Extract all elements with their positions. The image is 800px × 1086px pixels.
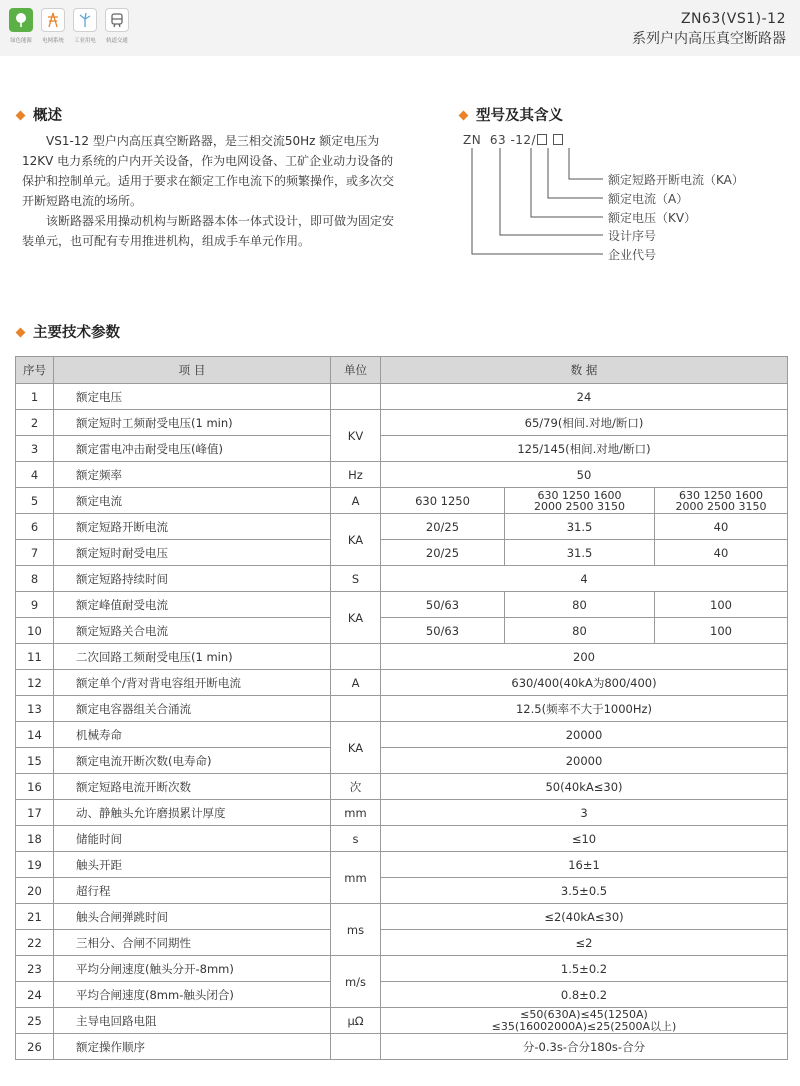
row-data: 20/25	[381, 540, 505, 566]
row-item: 额定短路电流开断次数	[54, 774, 331, 800]
row-data: 分-0.3s-合分180s-合分	[381, 1034, 788, 1060]
table-row	[16, 852, 788, 878]
header-data: 数 据	[381, 357, 788, 384]
label-rated-current: 额定电流（A）	[608, 192, 689, 206]
row-no: 20	[16, 878, 54, 904]
row-unit	[331, 644, 381, 670]
row-no: 14	[16, 722, 54, 748]
row-item: 额定峰值耐受电流	[54, 592, 331, 618]
row-unit: KA	[331, 514, 381, 566]
row-data: 12.5(频率不大于1000Hz)	[381, 696, 788, 722]
row-data: 630 1250 1600 2000 2500 3150	[505, 488, 655, 514]
row-data: 65/79(相间.对地/断口)	[381, 410, 788, 436]
power-tower-icon	[41, 8, 65, 32]
row-no: 10	[16, 618, 54, 644]
row-data: 0.8±0.2	[381, 982, 788, 1008]
row-no: 9	[16, 592, 54, 618]
row-data: ≤2	[381, 930, 788, 956]
table-row	[16, 696, 788, 722]
row-no: 26	[16, 1034, 54, 1060]
row-no: 2	[16, 410, 54, 436]
row-data: 630/400(40kA为800/400)	[381, 670, 788, 696]
row-no: 3	[16, 436, 54, 462]
row-data: 20000	[381, 722, 788, 748]
row-item: 机械寿命	[54, 722, 331, 748]
row-item: 主导电回路电阻	[54, 1008, 331, 1034]
header-bar	[0, 0, 800, 56]
row-item: 额定电压	[54, 384, 331, 410]
row-item: 额定雷电冲击耐受电压(峰值)	[54, 436, 331, 462]
row-item: 动、静触头允许磨损累计厚度	[54, 800, 331, 826]
row-item: 二次回路工频耐受电压(1 min)	[54, 644, 331, 670]
row-data: ≤50(630A)≤45(1250A) ≤35(16002000A)≤25(2500A以上)	[381, 1008, 788, 1034]
row-item: 额定电流	[54, 488, 331, 514]
row-data: 16±1	[381, 852, 788, 878]
table-row	[16, 930, 788, 956]
row-item: 超行程	[54, 878, 331, 904]
row-data: 3.5±0.5	[381, 878, 788, 904]
row-no: 18	[16, 826, 54, 852]
label-enterprise-code: 企业代号	[608, 248, 657, 262]
row-data: 40	[655, 514, 788, 540]
row-no: 22	[16, 930, 54, 956]
category-green-energy	[9, 8, 33, 44]
row-data: 20/25	[381, 514, 505, 540]
table-row	[16, 1034, 788, 1060]
row-item: 额定短时工频耐受电压(1 min)	[54, 410, 331, 436]
diamond-bullet-icon	[16, 327, 26, 337]
code-design: 63	[489, 133, 507, 147]
row-data: 630 1250	[381, 488, 505, 514]
row-unit: A	[331, 670, 381, 696]
row-unit	[331, 696, 381, 722]
label-breaking-current: 额定短路开断电流（KA）	[608, 173, 744, 187]
code-voltage: -12/	[510, 133, 537, 147]
row-data: 100	[655, 618, 788, 644]
row-data: 630 1250 1600 2000 2500 3150	[655, 488, 788, 514]
row-no: 8	[16, 566, 54, 592]
row-data: 200	[381, 644, 788, 670]
row-no: 5	[16, 488, 54, 514]
model-title: ZN63(VS1)-12	[680, 11, 786, 27]
series-title: 系列户内高压真空断路器	[632, 31, 786, 47]
row-no: 15	[16, 748, 54, 774]
table-row	[16, 904, 788, 930]
header-item: 项 目	[54, 357, 331, 384]
table-row	[16, 722, 788, 748]
row-unit	[331, 384, 381, 410]
row-data: 50/63	[381, 592, 505, 618]
icon-caption: 绿色能源	[10, 37, 32, 44]
row-data: 100	[655, 592, 788, 618]
category-rail-transit	[105, 8, 129, 44]
row-unit: ms	[331, 904, 381, 956]
row-unit: Hz	[331, 462, 381, 488]
row-no: 25	[16, 1008, 54, 1034]
diamond-bullet-icon	[459, 110, 469, 120]
row-item: 储能时间	[54, 826, 331, 852]
row-unit: μΩ	[331, 1008, 381, 1034]
row-item: 三相分、合闸不同期性	[54, 930, 331, 956]
row-unit	[331, 1034, 381, 1060]
table-row	[16, 566, 788, 592]
label-rated-voltage: 额定电压（KV）	[608, 211, 697, 225]
row-unit: mm	[331, 800, 381, 826]
icon-caption: 工业用电	[74, 37, 96, 44]
row-no: 7	[16, 540, 54, 566]
table-row	[16, 878, 788, 904]
table-row	[16, 462, 788, 488]
table-row	[16, 488, 788, 514]
row-item: 额定短路开断电流	[54, 514, 331, 540]
code-enterprise: ZN	[463, 133, 482, 147]
row-item: 额定短时耐受电压	[54, 540, 331, 566]
category-grid-system	[41, 8, 65, 44]
tree-icon	[9, 8, 33, 32]
table-row	[16, 670, 788, 696]
row-item: 额定电流开断次数(电寿命)	[54, 748, 331, 774]
row-data: 24	[381, 384, 788, 410]
row-unit: KA	[331, 722, 381, 774]
row-data: 80	[505, 618, 655, 644]
row-no: 4	[16, 462, 54, 488]
row-data: 31.5	[505, 540, 655, 566]
row-no: 6	[16, 514, 54, 540]
table-row	[16, 800, 788, 826]
row-unit: m/s	[331, 956, 381, 1008]
row-no: 12	[16, 670, 54, 696]
table-row	[16, 410, 788, 436]
row-data: 3	[381, 800, 788, 826]
row-item: 触头开距	[54, 852, 331, 878]
table-row	[16, 774, 788, 800]
wind-turbine-icon	[73, 8, 97, 32]
row-no: 1	[16, 384, 54, 410]
row-data: 20000	[381, 748, 788, 774]
model-heading: 型号及其含义	[458, 104, 563, 125]
table-row	[16, 982, 788, 1008]
overview-heading: 概述	[15, 104, 62, 125]
table-row	[16, 592, 788, 618]
row-no: 24	[16, 982, 54, 1008]
overview-paragraph: 该断路器采用操动机构与断路器本体一体式设计，即可做为固定安装单元，也可配有专用推进机构，组成手车单元作用。	[22, 214, 395, 248]
row-item: 额定短路持续时间	[54, 566, 331, 592]
icon-caption: 轨道交通	[106, 37, 128, 44]
row-data: 50/63	[381, 618, 505, 644]
table-row	[16, 540, 788, 566]
row-unit: mm	[331, 852, 381, 904]
row-unit: A	[331, 488, 381, 514]
row-data: 50	[381, 462, 788, 488]
table-row	[16, 644, 788, 670]
table-row	[16, 956, 788, 982]
label-design-number: 设计序号	[608, 229, 657, 243]
table-header-row	[16, 357, 788, 384]
params-heading: 主要技术参数	[15, 321, 120, 342]
table-row	[16, 436, 788, 462]
row-no: 19	[16, 852, 54, 878]
table-row	[16, 826, 788, 852]
row-data: 31.5	[505, 514, 655, 540]
model-diagram	[463, 133, 793, 273]
train-icon	[105, 8, 129, 32]
row-unit: KA	[331, 592, 381, 644]
row-item: 额定电容器组关合涌流	[54, 696, 331, 722]
row-item: 额定频率	[54, 462, 331, 488]
technical-parameters-table	[15, 356, 788, 1060]
row-unit: KV	[331, 410, 381, 462]
row-no: 11	[16, 644, 54, 670]
row-no: 21	[16, 904, 54, 930]
overview-text	[22, 131, 394, 251]
row-item: 额定操作顺序	[54, 1034, 331, 1060]
row-data: 4	[381, 566, 788, 592]
row-data: 1.5±0.2	[381, 956, 788, 982]
row-data: 40	[655, 540, 788, 566]
row-item: 额定短路关合电流	[54, 618, 331, 644]
table-row	[16, 1008, 788, 1034]
category-industrial-power	[73, 8, 97, 44]
row-data: ≤2(40kA≤30)	[381, 904, 788, 930]
row-data: ≤10	[381, 826, 788, 852]
overview-paragraph: VS1-12 型户内高压真空断路器，是三相交流50Hz 额定电压为12KV 电力系统的户内开关设备，作为电网设备、工矿企业动力设备的保护和控制单元。适用于要求在额定工作电流下的频繁操作，或多次交开断短路电流的场所。	[22, 134, 395, 208]
table-row	[16, 748, 788, 774]
row-no: 16	[16, 774, 54, 800]
row-item: 触头合闸弹跳时间	[54, 904, 331, 930]
row-data: 125/145(相间.对地/断口)	[381, 436, 788, 462]
header-unit: 单位	[331, 357, 381, 384]
row-item: 平均分闸速度(触头分开-8mm)	[54, 956, 331, 982]
header-no: 序号	[16, 357, 54, 384]
row-data: 80	[505, 592, 655, 618]
diamond-bullet-icon	[16, 110, 26, 120]
table-row	[16, 618, 788, 644]
category-icons	[9, 8, 129, 44]
row-item: 平均合闸速度(8mm-触头闭合)	[54, 982, 331, 1008]
table-row	[16, 514, 788, 540]
icon-caption: 电网系统	[42, 37, 64, 44]
row-item: 额定单个/背对背电容组开断电流	[54, 670, 331, 696]
row-unit: s	[331, 826, 381, 852]
table-row	[16, 384, 788, 410]
row-data: 50(40kA≤30)	[381, 774, 788, 800]
row-no: 23	[16, 956, 54, 982]
document-title	[632, 9, 786, 49]
row-no: 17	[16, 800, 54, 826]
row-unit: 次	[331, 774, 381, 800]
row-unit: S	[331, 566, 381, 592]
model-connector-lines	[463, 133, 613, 273]
row-no: 13	[16, 696, 54, 722]
